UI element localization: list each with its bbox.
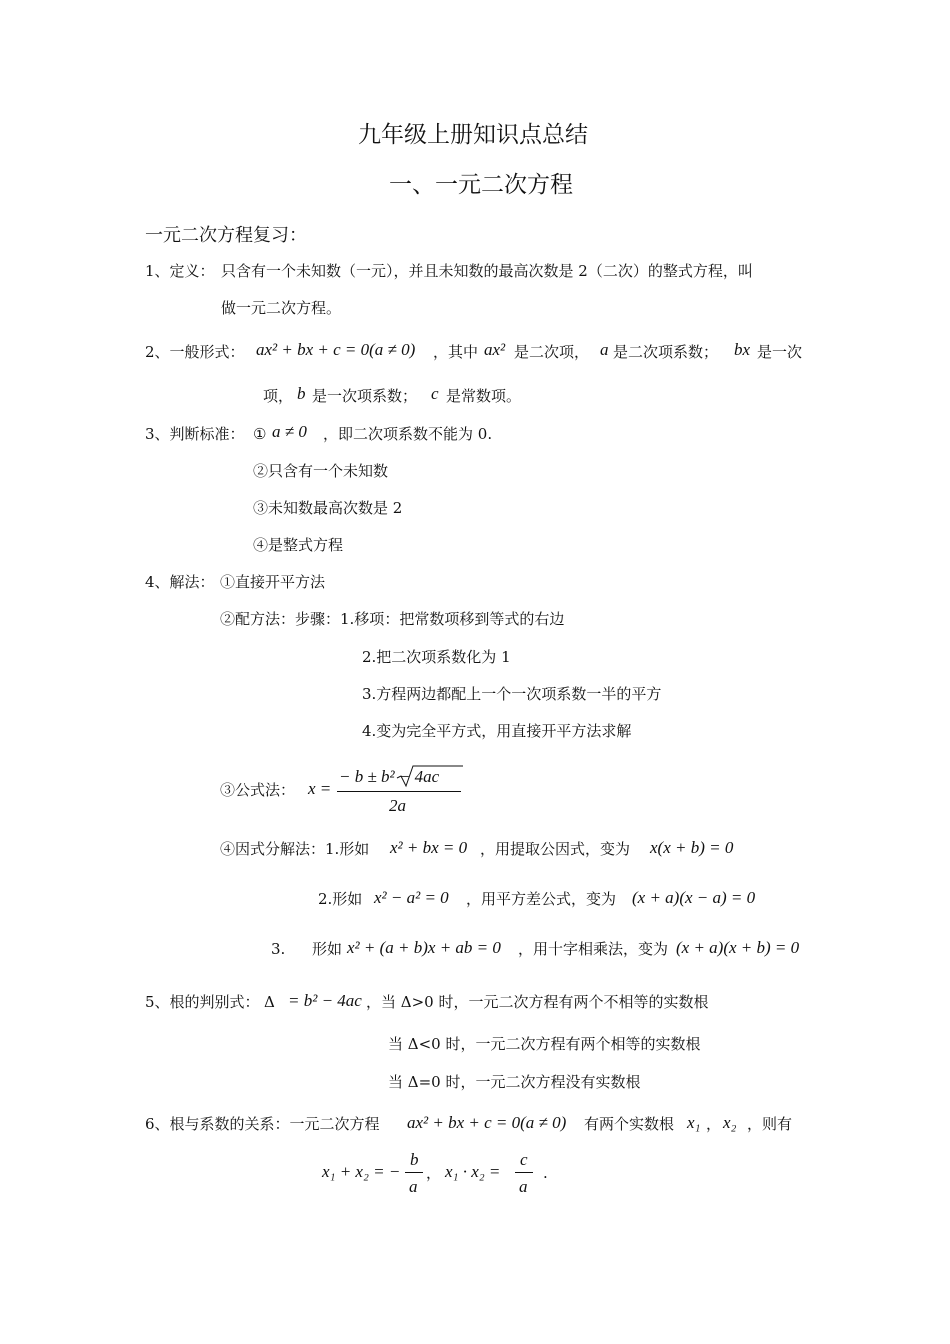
vieta-comma: ，: [706, 1115, 722, 1133]
method-factoring-label: ④因式分解法：1.形如: [220, 840, 370, 858]
discriminant-case-zero: 当 Δ=0 时，一元二次方程没有实数根: [388, 1073, 641, 1091]
factoring-text2: ，用平方差公式，变为: [466, 890, 617, 908]
factoring-text1: ，用提取公因式，变为: [480, 840, 631, 858]
section-title: 一、一元二次方程: [389, 172, 573, 198]
vieta-product-denominator: a: [519, 1177, 528, 1196]
vieta-separator: ，: [426, 1164, 442, 1182]
general-form-equation: ax² + bx + c = 0(a ≠ 0): [256, 340, 416, 359]
discriminant-formula: = b² − 4ac: [288, 991, 362, 1010]
vieta-sum-fraction-bar: [405, 1172, 423, 1173]
completing-square-step4: 4.变为完全平方式，用直接开平方法求解: [362, 722, 632, 740]
vieta-root-x2: x₂: [723, 1113, 737, 1132]
general-form-text: ，其中: [433, 343, 479, 361]
constant-c: c: [431, 384, 439, 403]
item-5-number: 5、根的判别式：: [145, 993, 260, 1011]
discriminant-symbol: Δ: [264, 993, 275, 1011]
factoring-result2: (x + a)(x − a) = 0: [632, 888, 756, 907]
criteria-1-marker: ①: [253, 425, 267, 443]
general-form-text: 是二次项，: [514, 343, 590, 361]
item-4-number: 4、解法：: [145, 573, 215, 591]
definition-text-line2: 做一元二次方程。: [221, 299, 342, 317]
vieta-root-x1: x₁: [687, 1113, 701, 1132]
review-heading: 一元二次方程复习：: [145, 225, 307, 246]
item-3-number: 3、判断标准：: [145, 425, 245, 443]
formula-denominator: 2a: [389, 796, 406, 815]
general-form-text-line2: 项，: [263, 387, 294, 405]
factoring-result3: (x + a)(x + b) = 0: [676, 938, 800, 957]
criteria-3: ③未知数最高次数是 2: [253, 499, 403, 517]
vieta-sum-numerator: b: [410, 1150, 419, 1169]
vieta-product-fraction-bar: [515, 1172, 533, 1173]
method-formula-label: ③公式法：: [220, 781, 296, 799]
criteria-4: ④是整式方程: [253, 536, 344, 554]
item-1-number: 1、定义：: [145, 262, 215, 280]
method-direct-root: ①直接开平方法: [220, 573, 326, 591]
general-form-text-line2: 是常数项。: [446, 387, 522, 405]
vieta-period: .: [543, 1164, 548, 1182]
factoring-text3: ，用十字相乘法，变为: [518, 940, 669, 958]
page-title: 九年级上册知识点总结: [358, 122, 588, 148]
completing-square-step2: 2.把二次项系数化为 1: [362, 648, 511, 666]
coefficient-b: b: [297, 384, 306, 403]
factoring-2-label: 2.形如: [318, 890, 363, 908]
formula-numerator: − b ± b² − 4ac: [339, 767, 440, 786]
factoring-eq3: x² + (a + b)x + ab = 0: [347, 938, 501, 957]
vieta-text: 有两个实数根: [584, 1115, 675, 1133]
vieta-equation: ax² + bx + c = 0(a ≠ 0): [407, 1113, 567, 1132]
general-form-text: 是二次项系数；: [613, 343, 719, 361]
vieta-sum-lhs: x₁ + x₂ = −: [322, 1162, 401, 1181]
quadratic-term: ax²: [484, 340, 506, 359]
criteria-1-math: a ≠ 0: [272, 422, 307, 441]
factoring-eq2: x² − a² = 0: [374, 888, 449, 907]
discriminant-case-positive: ，当 Δ>0 时，一元二次方程有两个不相等的实数根: [366, 993, 709, 1011]
completing-square-step3: 3.方程两边都配上一个一次项系数一半的平方: [362, 685, 662, 703]
factoring-eq1: x² + bx = 0: [390, 838, 468, 857]
linear-term: bx: [734, 340, 751, 359]
general-form-text-line2: 是一次项系数；: [312, 387, 418, 405]
square-root-sign: [395, 764, 465, 788]
general-form-text: 是一次: [757, 343, 803, 361]
criteria-1-text: ，即二次项系数不能为 0.: [323, 425, 493, 443]
vieta-product-numerator: c: [520, 1150, 528, 1169]
criteria-2: ②只含有一个未知数: [253, 462, 389, 480]
formula-lhs: x =: [308, 779, 332, 798]
vieta-text-end: ，则有: [747, 1115, 793, 1133]
formula-fraction-bar: [337, 791, 461, 792]
item-6-number: 6、根与系数的关系：一元二次方程: [145, 1115, 380, 1133]
discriminant-case-negative: 当 Δ<0 时，一元二次方程有两个相等的实数根: [388, 1035, 701, 1053]
item-2-number: 2、一般形式：: [145, 343, 245, 361]
factoring-3-number: 3.: [271, 940, 286, 958]
method-completing-square: ②配方法：步骤：1.移项：把常数项移到等式的右边: [220, 610, 565, 628]
vieta-product-lhs: x₁ · x₂ =: [445, 1162, 501, 1181]
factoring-3-label: 形如: [312, 940, 343, 958]
coefficient-a: a: [600, 340, 609, 359]
vieta-sum-denominator: a: [409, 1177, 418, 1196]
definition-text-line1: 只含有一个未知数（一元），并且未知数的最高次数是 2（二次）的整式方程，叫: [221, 262, 753, 280]
factoring-result1: x(x + b) = 0: [650, 838, 734, 857]
